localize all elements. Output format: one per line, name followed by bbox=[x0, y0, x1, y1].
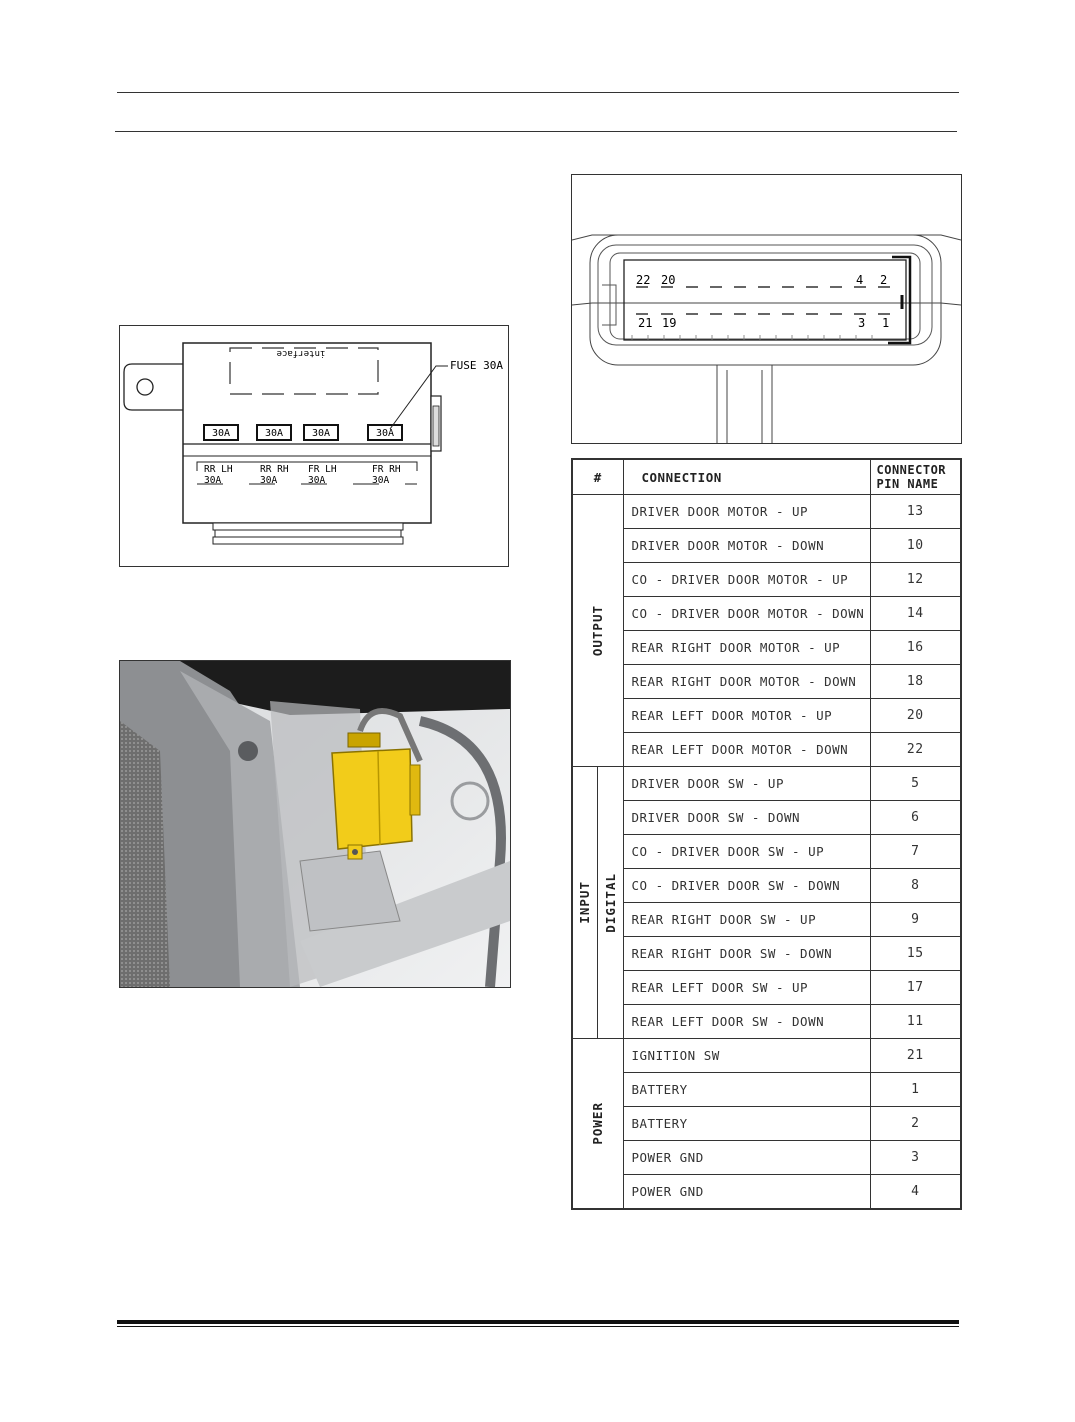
connection-cell: REAR RIGHT DOOR MOTOR - DOWN bbox=[623, 665, 870, 699]
connector-figure bbox=[571, 174, 962, 444]
pin-cell: 3 bbox=[870, 1141, 961, 1175]
pin-cell: 6 bbox=[870, 801, 961, 835]
pin-cell: 10 bbox=[870, 529, 961, 563]
table-row bbox=[572, 767, 961, 801]
connection-cell: POWER GND bbox=[623, 1175, 870, 1210]
pin-cell: 8 bbox=[870, 869, 961, 903]
pin-label: 20 bbox=[661, 273, 676, 287]
table-row bbox=[572, 869, 961, 903]
connection-cell: CO - DRIVER DOOR MOTOR - DOWN bbox=[623, 597, 870, 631]
slot-rating: 30A bbox=[204, 475, 222, 486]
connection-cell: DRIVER DOOR SW - DOWN bbox=[623, 801, 870, 835]
pin-label: 2 bbox=[880, 273, 888, 287]
table-row bbox=[572, 563, 961, 597]
table-row bbox=[572, 835, 961, 869]
connection-cell: REAR LEFT DOOR SW - DOWN bbox=[623, 1005, 870, 1039]
table-row bbox=[572, 903, 961, 937]
connection-cell: IGNITION SW bbox=[623, 1039, 870, 1073]
pin-label: 21 bbox=[638, 316, 653, 330]
pin-cell: 9 bbox=[870, 903, 961, 937]
pin-cell: 17 bbox=[870, 971, 961, 1005]
connection-cell: DRIVER DOOR SW - UP bbox=[623, 767, 870, 801]
pin-cell: 20 bbox=[870, 699, 961, 733]
table-row bbox=[572, 801, 961, 835]
table-row bbox=[572, 597, 961, 631]
connection-cell: REAR LEFT DOOR MOTOR - DOWN bbox=[623, 733, 870, 767]
fuse-label: 30A bbox=[211, 428, 231, 439]
pin-cell: 1 bbox=[870, 1073, 961, 1107]
fuse-callout: FUSE 30A bbox=[450, 359, 503, 372]
vehicle-install-drawing bbox=[120, 661, 510, 987]
connection-cell: POWER GND bbox=[623, 1141, 870, 1175]
table-row bbox=[572, 495, 961, 529]
fuse-row bbox=[204, 425, 402, 440]
connection-cell: DRIVER DOOR MOTOR - DOWN bbox=[623, 529, 870, 563]
connection-cell: REAR RIGHT DOOR SW - UP bbox=[623, 903, 870, 937]
header-connection: CONNECTION bbox=[623, 459, 870, 495]
connection-cell: CO - DRIVER DOOR SW - DOWN bbox=[623, 869, 870, 903]
connection-cell: REAR RIGHT DOOR MOTOR - UP bbox=[623, 631, 870, 665]
group-digital bbox=[597, 767, 623, 1039]
pin-cell: 5 bbox=[870, 767, 961, 801]
slot-label: FR LH bbox=[308, 464, 337, 475]
connector-drawing bbox=[572, 175, 961, 443]
fuse-label: 30A bbox=[264, 428, 284, 439]
table-row bbox=[572, 1107, 961, 1141]
group-output-label: OUTPUT bbox=[590, 604, 606, 657]
vehicle-install-figure bbox=[119, 660, 511, 988]
table-header-row bbox=[572, 459, 961, 495]
header-pin-name: CONNECTOR PIN NAME bbox=[870, 459, 961, 495]
slot-rating: 30A bbox=[372, 475, 390, 486]
pin-label: 19 bbox=[662, 316, 677, 330]
header-rule-top bbox=[117, 92, 959, 93]
footer-rule-thin bbox=[117, 1326, 959, 1327]
fuse-label: 30A bbox=[375, 428, 395, 439]
connection-cell: REAR LEFT DOOR SW - UP bbox=[623, 971, 870, 1005]
pin-cell: 4 bbox=[870, 1175, 961, 1210]
slot-rating: 30A bbox=[260, 475, 278, 486]
connection-cell: BATTERY bbox=[623, 1107, 870, 1141]
group-power-label: POWER bbox=[590, 1102, 606, 1145]
slot-label: FR RH bbox=[372, 464, 401, 475]
pin-cell: 21 bbox=[870, 1039, 961, 1073]
connection-cell: CO - DRIVER DOOR MOTOR - UP bbox=[623, 563, 870, 597]
connection-cell: DRIVER DOOR MOTOR - UP bbox=[623, 495, 870, 529]
table-row bbox=[572, 1039, 961, 1073]
pin-cell: 13 bbox=[870, 495, 961, 529]
group-digital-label: DIGITAL bbox=[602, 872, 618, 933]
pin-label: 1 bbox=[882, 316, 890, 330]
table-row bbox=[572, 1005, 961, 1039]
pin-cell: 12 bbox=[870, 563, 961, 597]
pin-cell: 14 bbox=[870, 597, 961, 631]
table-row bbox=[572, 971, 961, 1005]
module-text: interface bbox=[276, 348, 326, 358]
pinout-table bbox=[571, 458, 962, 1210]
group-input bbox=[572, 767, 597, 1039]
pin-cell: 18 bbox=[870, 665, 961, 699]
pin-cell: 2 bbox=[870, 1107, 961, 1141]
pin-cell: 22 bbox=[870, 733, 961, 767]
pin-label: 4 bbox=[856, 273, 864, 287]
header-num: # bbox=[572, 459, 623, 495]
pin-label: 3 bbox=[858, 316, 866, 330]
header-rule-bottom bbox=[115, 131, 957, 132]
connection-cell: REAR RIGHT DOOR SW - DOWN bbox=[623, 937, 870, 971]
control-module bbox=[332, 733, 420, 859]
slot-label: RR LH bbox=[204, 464, 233, 475]
slot-rating: 30A bbox=[308, 475, 326, 486]
pin-cell: 15 bbox=[870, 937, 961, 971]
pin-cell: 7 bbox=[870, 835, 961, 869]
group-input-label: INPUT bbox=[577, 881, 593, 924]
group-output bbox=[572, 495, 623, 767]
fuse-box-drawing bbox=[120, 326, 508, 566]
connection-cell: CO - DRIVER DOOR SW - UP bbox=[623, 835, 870, 869]
table-row bbox=[572, 1141, 961, 1175]
connection-cell: REAR LEFT DOOR MOTOR - UP bbox=[623, 699, 870, 733]
table-row bbox=[572, 733, 961, 767]
table-row bbox=[572, 631, 961, 665]
pin-cell: 16 bbox=[870, 631, 961, 665]
table-row bbox=[572, 1073, 961, 1107]
table-row bbox=[572, 937, 961, 971]
fuse-label: 30A bbox=[311, 428, 331, 439]
fuse-box-figure bbox=[119, 325, 509, 567]
table-row bbox=[572, 529, 961, 563]
table-row bbox=[572, 1175, 961, 1210]
connection-cell: BATTERY bbox=[623, 1073, 870, 1107]
pin-label: 22 bbox=[636, 273, 651, 287]
footer-rule-thick bbox=[117, 1320, 959, 1324]
slot-label: RR RH bbox=[260, 464, 289, 475]
table-row bbox=[572, 699, 961, 733]
pin-cell: 11 bbox=[870, 1005, 961, 1039]
group-power bbox=[572, 1039, 623, 1210]
table-row bbox=[572, 665, 961, 699]
